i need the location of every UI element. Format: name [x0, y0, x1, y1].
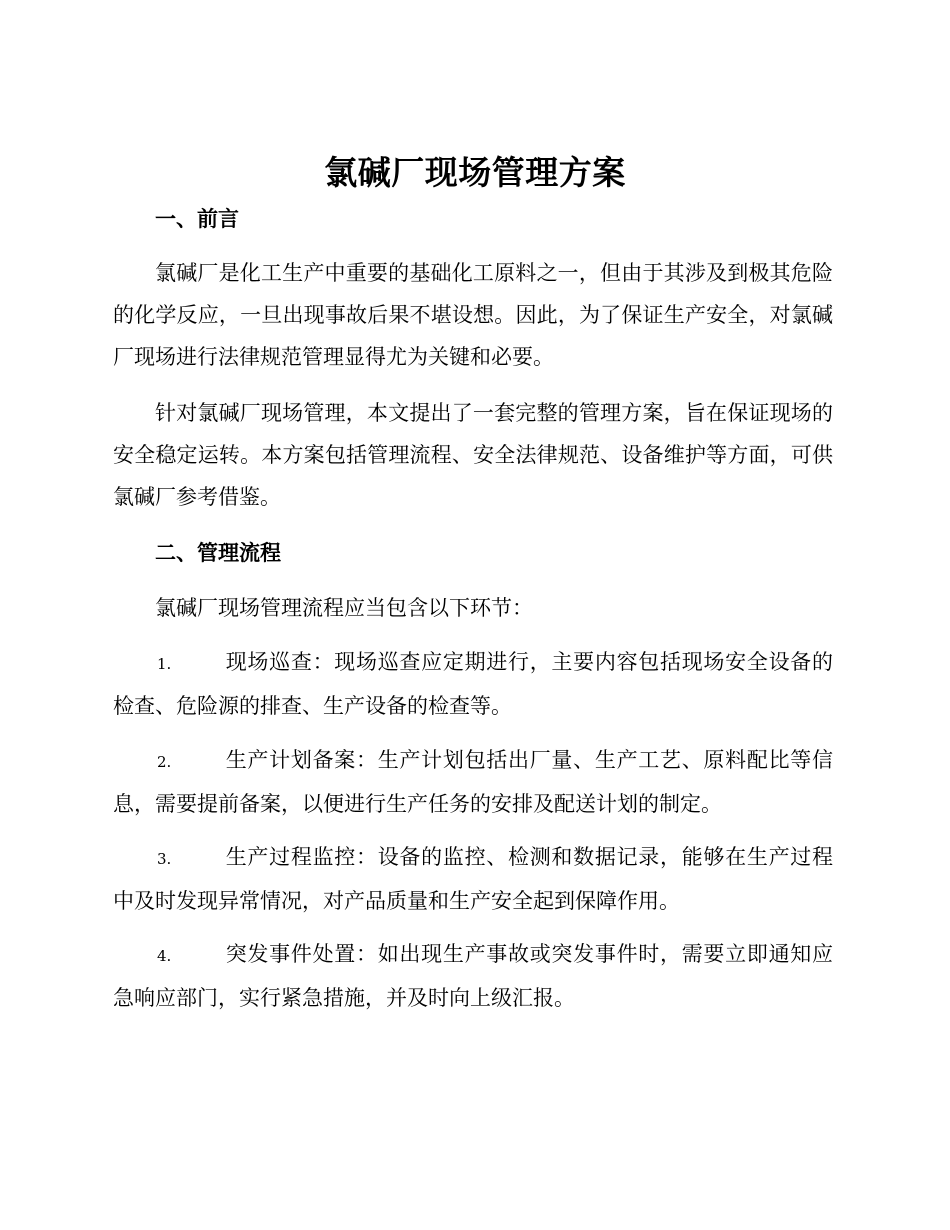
list-item-number: 4.: [157, 947, 172, 965]
list-item-text: 突发事件处置：如出现生产事故或突发事件时，需要立即通知应急响应部门，实行紧急措施，并及时向上级汇报。: [113, 942, 833, 1010]
list-item-number: 2.: [157, 753, 172, 771]
process-list-item: [113, 641, 833, 727]
list-item-number: 3.: [157, 850, 172, 868]
list-item-text: 生产过程监控：设备的监控、检测和数据记录，能够在生产过程中及时发现异常情况，对产品质量和生产安全起到保障作用。: [113, 845, 833, 913]
list-item-number: 1.: [157, 655, 172, 673]
preface-paragraph-1: 氯碱厂是化工生产中重要的基础化工原料之一，但由于其涉及到极其危险的化学反应，一旦出现事故后果不堪设想。因此，为了保证生产安全，对氯碱厂现场进行法律规范管理显得尤为关键和必要。: [113, 261, 833, 369]
list-item-text: 生产计划备案：生产计划包括出厂量、生产工艺、原料配比等信息，需要提前备案，以便进行生产任务的安排及配送计划的制定。: [113, 748, 833, 816]
list-item-text: 现场巡查：现场巡查应定期进行，主要内容包括现场安全设备的检查、危险源的排查、生产设备的检查等。: [113, 650, 833, 718]
process-list-item: [113, 836, 833, 922]
preface-paragraph-2: 针对氯碱厂现场管理，本文提出了一套完整的管理方案，旨在保证现场的安全稳定运转。本方案包括管理流程、安全法律规范、设备维护等方面，可供氯碱厂参考借鉴。: [113, 401, 833, 509]
section-heading-preface: 一、前言: [155, 207, 239, 231]
section-heading-process: 二、管理流程: [155, 541, 281, 565]
process-intro: 氯碱厂现场管理流程应当包含以下环节：: [155, 596, 533, 620]
process-list-item: [113, 933, 833, 1019]
document-title: 氯碱厂现场管理方案: [324, 153, 626, 192]
process-list-item: [113, 739, 833, 825]
